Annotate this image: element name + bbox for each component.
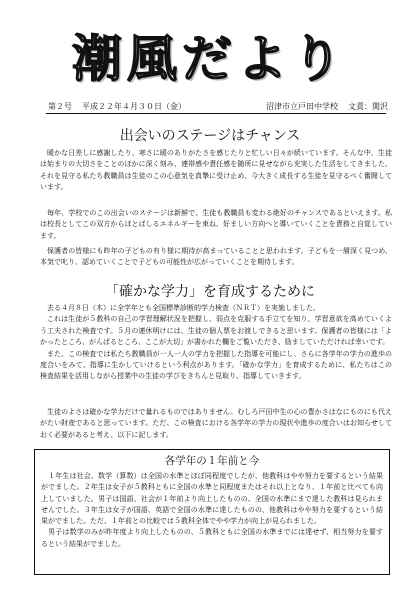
issue-number: 第２号 xyxy=(48,102,72,111)
header-rule xyxy=(46,113,386,114)
issue-info xyxy=(48,101,388,112)
section1-heading: 出会いのステージはチャンス xyxy=(119,128,301,144)
section1-paragraph: 毎年、学校でのこの出会いのステージは新鮮で、生徒も教職員も変わる絶好のチャンスであるといえます。私は校長としてこの双方からほとばしるエネルギーを束ね、好ましい方向へと導いていくことを責務と自覚しています。 xyxy=(40,209,392,240)
results-box-text: １年生は社会、数学（算数）は全国の水準とほぼ同程度でしたが、他教科はやや努力を要するという結果がでました。２年生は女子が５教科ともに全国の水準と同程度またはそれ以上となり、１年前と比べても向上していました。男子は国語、社会が１年前より向上したものの、全国の水準にまで達した教科は見られませんでした。３年生は女子が国語、英語で全国の水準に達したものの、他教科はやや努力を要するという結果がでました。ただ、１年前との比較では５教科全体でやや学力が向上が見られました。 男子は数学のみが昨年度より向上したものの、５教科ともに全国の水準までには達せず、相当努力を要するという結果がでました。 xyxy=(41,472,383,548)
issue-date: 平成２２年４月３０日（金） xyxy=(82,102,186,111)
results-box xyxy=(34,449,390,575)
results-box-title: 各学年の１年前と今 xyxy=(164,455,260,467)
masthead-char: 風 xyxy=(127,30,177,88)
issue-school: 沼津市立戸田中学校 xyxy=(266,102,338,111)
section1-paragraph: 暖かな日差しに感謝したり、寒さに暖のありがたさを感じたりと忙しい日々が続いています。そんな中、生徒は始まりの大切さをことのほかに深く刻み、連帯感や責任感を随所に見せながら充実した生活をしてきました。それを見守る私たち教職員は生徒のこの心意気を真摯に受け止め、今大きく成長する生徒を見守るべく奮闘しています。 xyxy=(40,149,392,192)
masthead-char: よ xyxy=(237,30,287,88)
masthead-char: だ xyxy=(182,30,232,88)
masthead-char: 潮 xyxy=(72,30,122,88)
issue-author: 文責：関沢 xyxy=(348,102,388,111)
masthead-title xyxy=(72,30,342,88)
masthead-char: り xyxy=(292,30,342,88)
section2-paragraph: 去る４月８日（木）に全学年とも全国標準診断的学力検査（ＮＲＴ）を実施しました。 これは生徒が５教科の自己の学習理解状況を把握し、弱点を克服する手立てを知り、学習意欲を高めていくよう工夫された検査です。５月の連休明けには、生徒の個人票をお渡しできると思います。保護者の皆様には「よかったところ、がんばるところ、ここが大切」が書かれた欄をご覧いただき、励ましていただければ幸いです。 また、この検査では私たち教職員が一人一人の学力を把握した指導を可能にし、さらに各学年の学力の進歩の度合いをみて、指導に生かしていけるという利点があります。「確かな学力」を育成するために、私たちはこの検査結果を活用しながら授業中の生徒の学びをきちんと見取り、指導していきます。 xyxy=(40,304,392,381)
section2-paragraph: 生徒のよさは確かな学力だけで量れるものではありません。むしろ戸田中生の心の豊かさはなにものにも代えがたい財産であると思っています。ただ、この検査における各学年の学力の現状や進歩の度合いはお知らせしておく必要があると考え、以下に記します。 xyxy=(40,408,392,439)
section1-paragraph: 保護者の皆様にも昨年の子どもの有り様に期待が高まっていることと思われます。子どもを一層深く見つめ、本気で叱り、認めていくことで子どもの可能性が広がっていくことを期待します。 xyxy=(40,247,392,267)
section2-heading: 「確かな学力」を育成するために xyxy=(105,284,315,300)
